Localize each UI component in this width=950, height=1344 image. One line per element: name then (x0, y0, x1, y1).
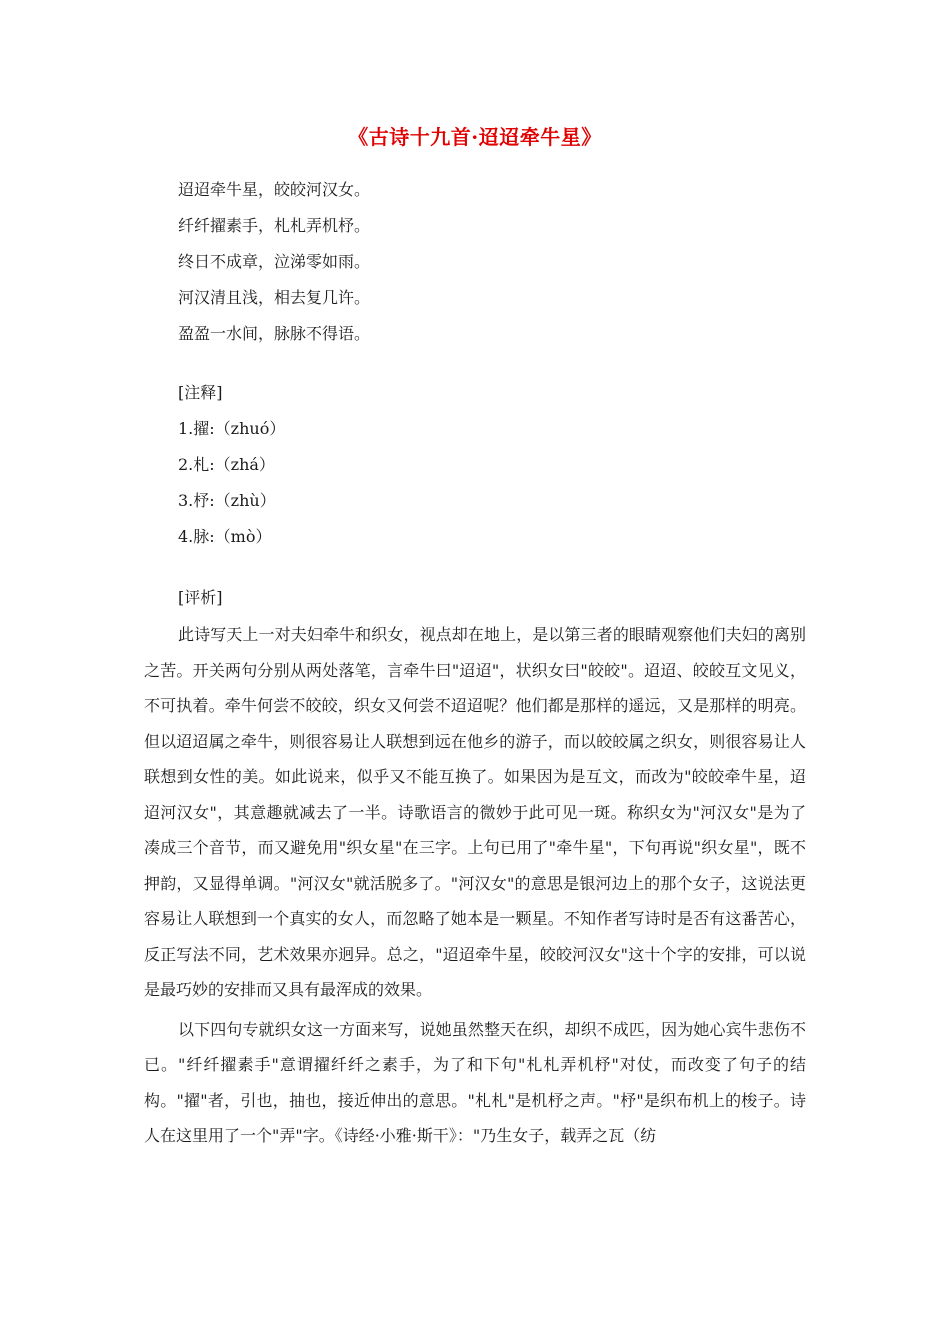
poem-line: 河汉清且浅，相去复几许。 (178, 288, 371, 307)
poem-body (178, 172, 818, 352)
poem-line: 纤纤擢素手，札札弄机杼。 (178, 216, 371, 235)
poem-line: 迢迢牵牛星，皎皎河汉女。 (178, 180, 371, 199)
analysis-paragraph: 以下四句专就织女这一方面来写，说她虽然整天在织，却织不成匹，因为她心宾牛悲伤不已。"纤纤擢素手"意谓擢纤纤之素手，为了和下句"札札弄机杼"对仗，而改变了句子的结构。"擢"者，引也，抽也，接近伸出的意思。"札札"是机杼之声。"杼"是织布机上的梭子。诗人在这里用了一个"弄"字。《诗经·小雅·斯干》："乃生女子，载弄之瓦（纺 (144, 1019, 806, 1145)
note-item: 1.擢:（zhuó） (178, 419, 286, 438)
note-item: 4.脉:（mò） (178, 527, 272, 546)
poem-line: 盈盈一水间，脉脉不得语。 (178, 324, 371, 343)
poem-line: 终日不成章，泣涕零如雨。 (178, 252, 371, 271)
notes-heading: [注释] (178, 383, 223, 402)
document-title: 《古诗十九首·迢迢牵牛星》 (348, 125, 602, 149)
analysis-section (144, 580, 806, 1154)
analysis-paragraph: 此诗写天上一对夫妇牵牛和织女，视点却在地上，是以第三者的眼睛观察他们夫妇的离别之苦。开关两句分别从两处落笔，言牵牛曰"迢迢"，状织女曰"皎皎"。迢迢、皎皎互文见义，不可执着。牵牛何尝不皎皎，织女又何尝不迢迢呢？他们都是那样的遥远，又是那样的明亮。但以迢迢属之牵牛，则很容易让人联想到远在他乡的游子，而以皎皎属之织女，则很容易让人联想到女性的美。如此说来，似乎又不能互换了。如果因为是互文，而改为"皎皎牵牛星，迢迢河汉女"，其意趣就减去了一半。诗歌语言的微妙于此可见一斑。称织女为"河汉女"是为了凑成三个音节，而又避免用"织女星"在三字。上句已用了"牵牛星"，下句再说"织女星"，既不押韵，又显得单调。"河汉女"就活脱多了。"河汉女"的意思是银河边上的那个女子，这说法更容易让人联想到一个真实的女人，而忽略了她本是一颗星。不知作者写诗时是否有这番苦心，反正写法不同，艺术效果亦迥异。总之，"迢迢牵牛星，皎皎河汉女"这十个字的安排，可以说是最巧妙的安排而又具有最浑成的效果。 (144, 625, 806, 999)
notes-section (178, 375, 818, 555)
analysis-heading: [评析] (178, 588, 223, 607)
note-item: 2.札:（zhá） (178, 455, 275, 474)
note-item: 3.杼:（zhù） (178, 491, 276, 510)
